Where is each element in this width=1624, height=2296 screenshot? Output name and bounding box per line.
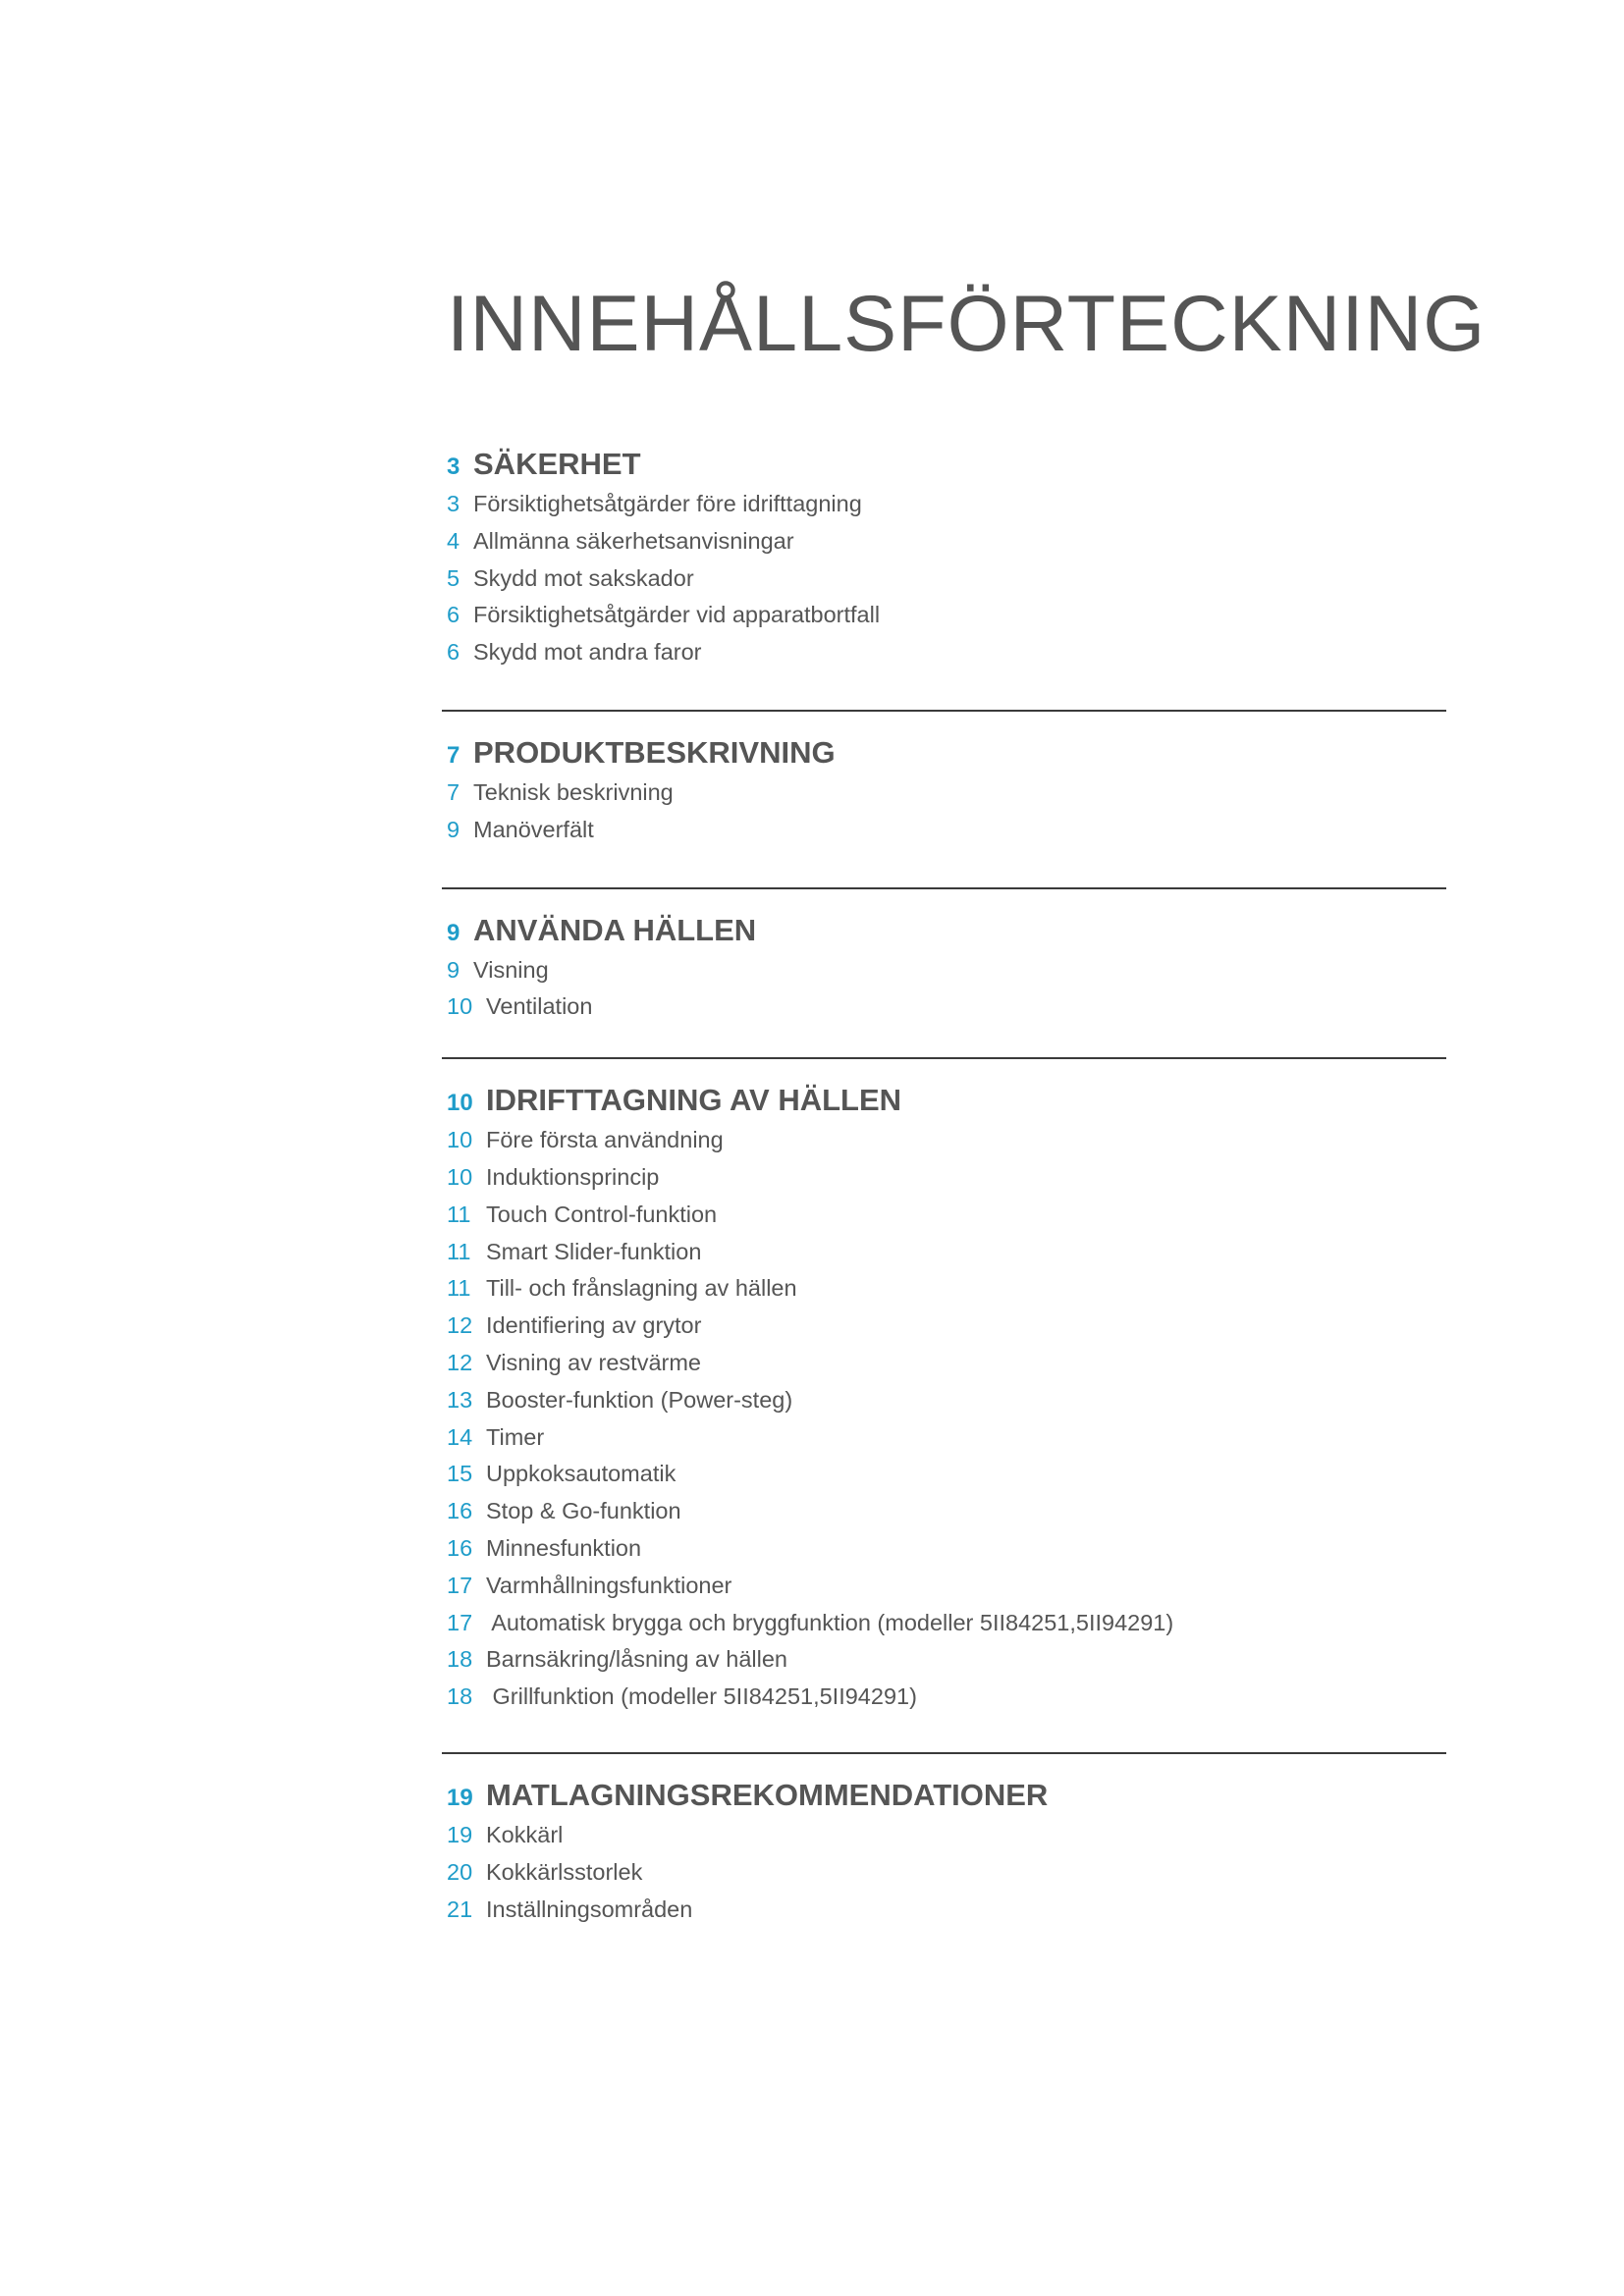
item-label: Kokkärl [486,1821,564,1847]
toc-item[interactable] [447,1312,1446,1350]
toc-item[interactable] [447,528,1446,565]
toc-item[interactable] [447,1164,1446,1201]
item-page-number: 9 [447,956,460,983]
section-header[interactable] [447,913,1446,957]
section-header[interactable] [447,1083,1446,1127]
item-page-number: 10 [447,993,473,1020]
item-page-number: 17 [447,1572,473,1598]
toc-item[interactable] [447,1859,1446,1896]
item-label: Smart Slider-funktion [486,1238,702,1264]
toc-item[interactable] [447,1535,1446,1573]
toc-item[interactable] [447,1822,1446,1859]
item-label: Allmänna säkerhetsanvisningar [473,527,794,554]
toc-item[interactable] [447,602,1446,639]
toc-item[interactable] [447,1201,1446,1239]
item-page-number: 12 [447,1349,473,1375]
toc-item[interactable] [447,1683,1446,1721]
toc-item[interactable] [447,1239,1446,1276]
toc-item[interactable] [447,1127,1446,1164]
section-header[interactable] [447,735,1446,779]
item-page-number: 9 [447,816,460,842]
page-title: INNEHÅLLSFÖRTECKNING [447,280,1487,368]
item-page-number: 3 [447,491,460,516]
toc-item[interactable] [447,491,1446,528]
item-page-number: 7 [447,778,460,805]
item-page-number: 19 [447,1821,473,1847]
toc-item[interactable] [447,1350,1446,1387]
item-page-number: 17 [447,1609,473,1635]
toc-item[interactable] [447,1896,1446,1934]
section-header[interactable] [447,1778,1446,1822]
item-label: Touch Control-funktion [486,1201,718,1227]
item-page-number: 6 [447,602,460,628]
item-page-number: 4 [447,527,460,554]
item-label: Teknisk beskrivning [473,778,674,805]
item-page-number: 11 [447,1275,471,1302]
toc-section-sakerhet [442,447,1446,676]
toc-item[interactable] [447,639,1446,676]
item-label: Försiktighetsåtgärder vid apparatbortfall [473,602,881,628]
item-label: Uppkoksautomatik [486,1461,677,1487]
item-page-number: 18 [447,1646,473,1673]
item-page-number: 21 [447,1896,473,1922]
section-title: IDRIFTTAGNING AV HÄLLEN [486,1083,902,1118]
toc-item[interactable] [447,1646,1446,1683]
item-page-number: 5 [447,564,460,591]
item-page-number: 20 [447,1858,473,1885]
toc-section-idrifttagning [442,1059,1446,1721]
item-page-number: 11 [447,1201,471,1227]
table-of-contents [442,447,1446,1933]
toc-item[interactable] [447,1275,1446,1312]
toc-section-produktbeskrivning [442,712,1446,854]
item-label: Timer [486,1423,545,1450]
section-title: MATLAGNINGSREKOMMENDATIONER [486,1777,1049,1812]
item-page-number: 15 [447,1461,473,1487]
item-label: Barnsäkring/låsning av hällen [486,1646,787,1673]
section-page-number: 3 [447,454,460,480]
item-page-number: 13 [447,1386,473,1413]
toc-item[interactable] [447,1387,1446,1424]
item-label: Automatisk brygga och bryggfunktion (modeller 5II84251,5II94291) [486,1609,1174,1635]
toc-item[interactable] [447,1461,1446,1498]
toc-item[interactable] [447,1424,1446,1462]
item-label: Varmhållningsfunktioner [486,1572,732,1598]
item-label: Manöverfält [473,816,594,842]
item-label: Ventilation [486,993,593,1020]
item-label: Visning av restvärme [486,1349,701,1375]
item-label: Minnesfunktion [486,1534,642,1561]
item-label: Skydd mot sakskador [473,564,694,591]
item-page-number: 10 [447,1127,473,1153]
item-page-number: 16 [447,1534,473,1561]
item-label: Försiktighetsåtgärder före idrifttagning [473,491,862,516]
item-page-number: 18 [447,1683,473,1710]
item-label: Skydd mot andra faror [473,639,702,666]
section-title: ANVÄNDA HÄLLEN [473,912,757,947]
toc-item[interactable] [447,1610,1446,1647]
item-label: Visning [473,956,549,983]
item-page-number: 10 [447,1163,473,1190]
item-label: Identifiering av grytor [486,1312,702,1339]
toc-item[interactable] [447,779,1446,817]
toc-item[interactable] [447,993,1446,1031]
item-label: Kokkärlsstorlek [486,1858,643,1885]
item-label: Booster-funktion (Power-steg) [486,1386,793,1413]
item-label: Grillfunktion (modeller 5II84251,5II94291) [486,1683,917,1710]
toc-section-anvanda-hallen [442,889,1446,1032]
item-label: Före första användning [486,1127,724,1153]
section-page-number: 19 [447,1784,473,1811]
item-label: Inställningsområden [486,1896,693,1922]
toc-item[interactable] [447,1498,1446,1535]
item-page-number: 11 [447,1238,471,1264]
section-header[interactable] [447,447,1446,491]
item-page-number: 14 [447,1423,473,1450]
toc-item[interactable] [447,957,1446,994]
section-title: PRODUKTBESKRIVNING [473,734,836,770]
item-label: Till- och frånslagning av hällen [486,1275,797,1302]
section-title: SÄKERHET [473,447,641,481]
toc-item[interactable] [447,565,1446,603]
toc-item[interactable] [447,1573,1446,1610]
toc-section-matlagningsrekommendationer [442,1754,1446,1933]
section-page-number: 10 [447,1090,473,1117]
section-page-number: 7 [447,741,460,769]
item-page-number: 12 [447,1312,473,1339]
item-page-number: 16 [447,1498,473,1524]
item-page-number: 6 [447,639,460,666]
section-page-number: 9 [447,919,460,946]
item-label: Stop & Go-funktion [486,1498,681,1524]
item-label: Induktionsprincip [486,1163,660,1190]
toc-item[interactable] [447,817,1446,854]
